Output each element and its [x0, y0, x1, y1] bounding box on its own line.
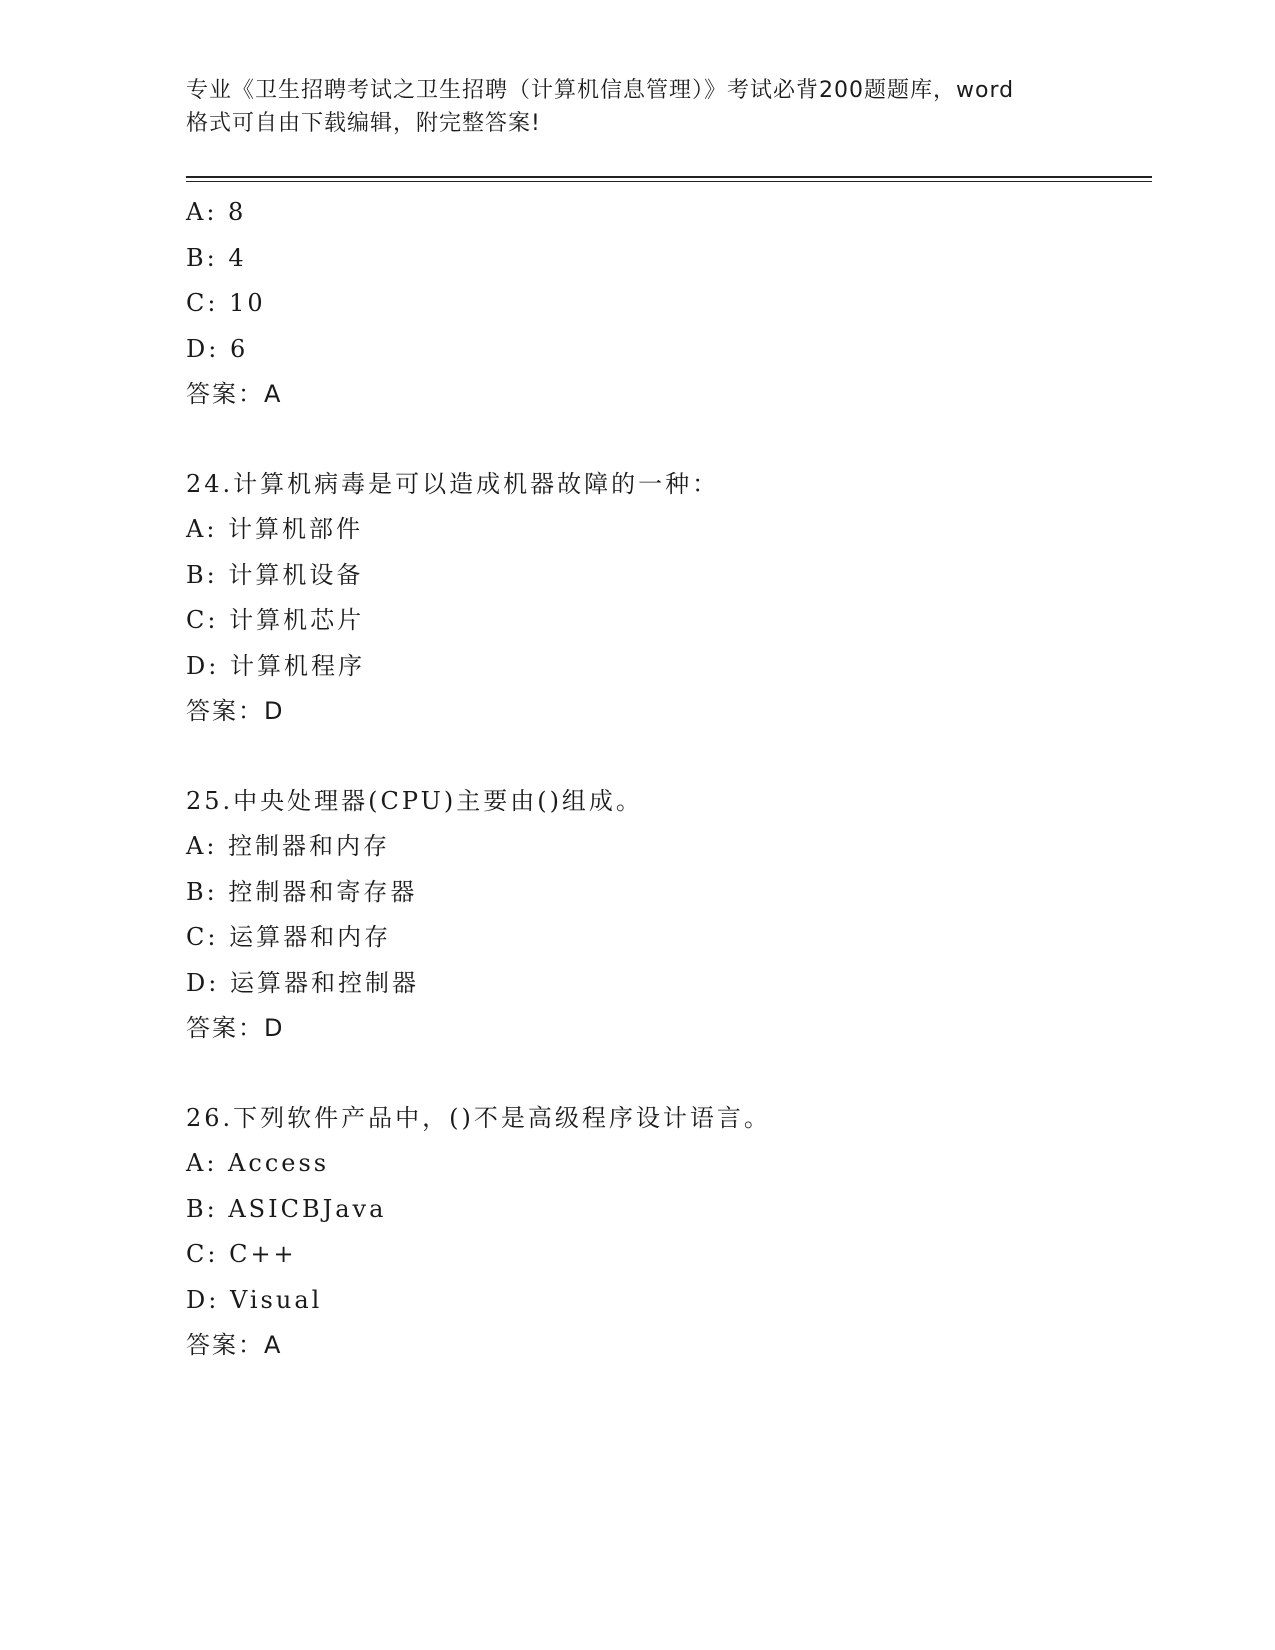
question-block-25 [186, 779, 1146, 1052]
option-b: B: 4 [186, 243, 247, 272]
header-line-2: 格式可自由下载编辑，附完整答案! [186, 111, 541, 136]
question-text: 24.计算机病毒是可以造成机器故障的一种： [186, 469, 720, 498]
header-rule-thin [186, 181, 1152, 182]
option-c: C: C++ [186, 1240, 297, 1268]
option-c: C: 10 [186, 289, 266, 317]
block-spacer [186, 735, 1146, 779]
answer-line: 答案：D [186, 1014, 285, 1042]
answer-line: 答案：D [186, 697, 285, 725]
block-spacer [186, 1052, 1146, 1096]
document-header [186, 74, 1086, 140]
option-c: C: 运算器和内存 [186, 923, 392, 951]
option-a: A: 控制器和内存 [186, 832, 391, 860]
option-a: A: Access [186, 1149, 330, 1177]
option-b: B: 控制器和寄存器 [186, 877, 418, 906]
option-d: D: Visual [186, 1285, 323, 1314]
question-text: 26.下列软件产品中，()不是高级程序设计语言。 [186, 1103, 771, 1132]
question-text: 25.中央处理器(CPU)主要由()组成。 [186, 786, 643, 815]
option-b: B: ASICBJava [186, 1194, 387, 1223]
header-line-1: 专业《卫生招聘考试之卫生招聘（计算机信息管理）》考试必背200题题库，word [186, 78, 1015, 103]
option-d: D: 计算机程序 [186, 651, 365, 680]
option-b: B: 计算机设备 [186, 560, 364, 589]
question-block-24 [186, 462, 1146, 735]
question-block-26 [186, 1096, 1146, 1369]
option-d: D: 6 [186, 334, 249, 363]
option-d: D: 运算器和控制器 [186, 968, 419, 997]
block-spacer [186, 418, 1146, 462]
header-rule-thick [186, 176, 1152, 178]
question-block-23 [186, 190, 1146, 418]
answer-line: 答案：A [186, 380, 283, 408]
option-a: A: 8 [186, 198, 247, 226]
question-list [186, 190, 1146, 1369]
option-a: A: 计算机部件 [186, 515, 364, 543]
answer-line: 答案：A [186, 1331, 283, 1359]
option-c: C: 计算机芯片 [186, 606, 365, 634]
